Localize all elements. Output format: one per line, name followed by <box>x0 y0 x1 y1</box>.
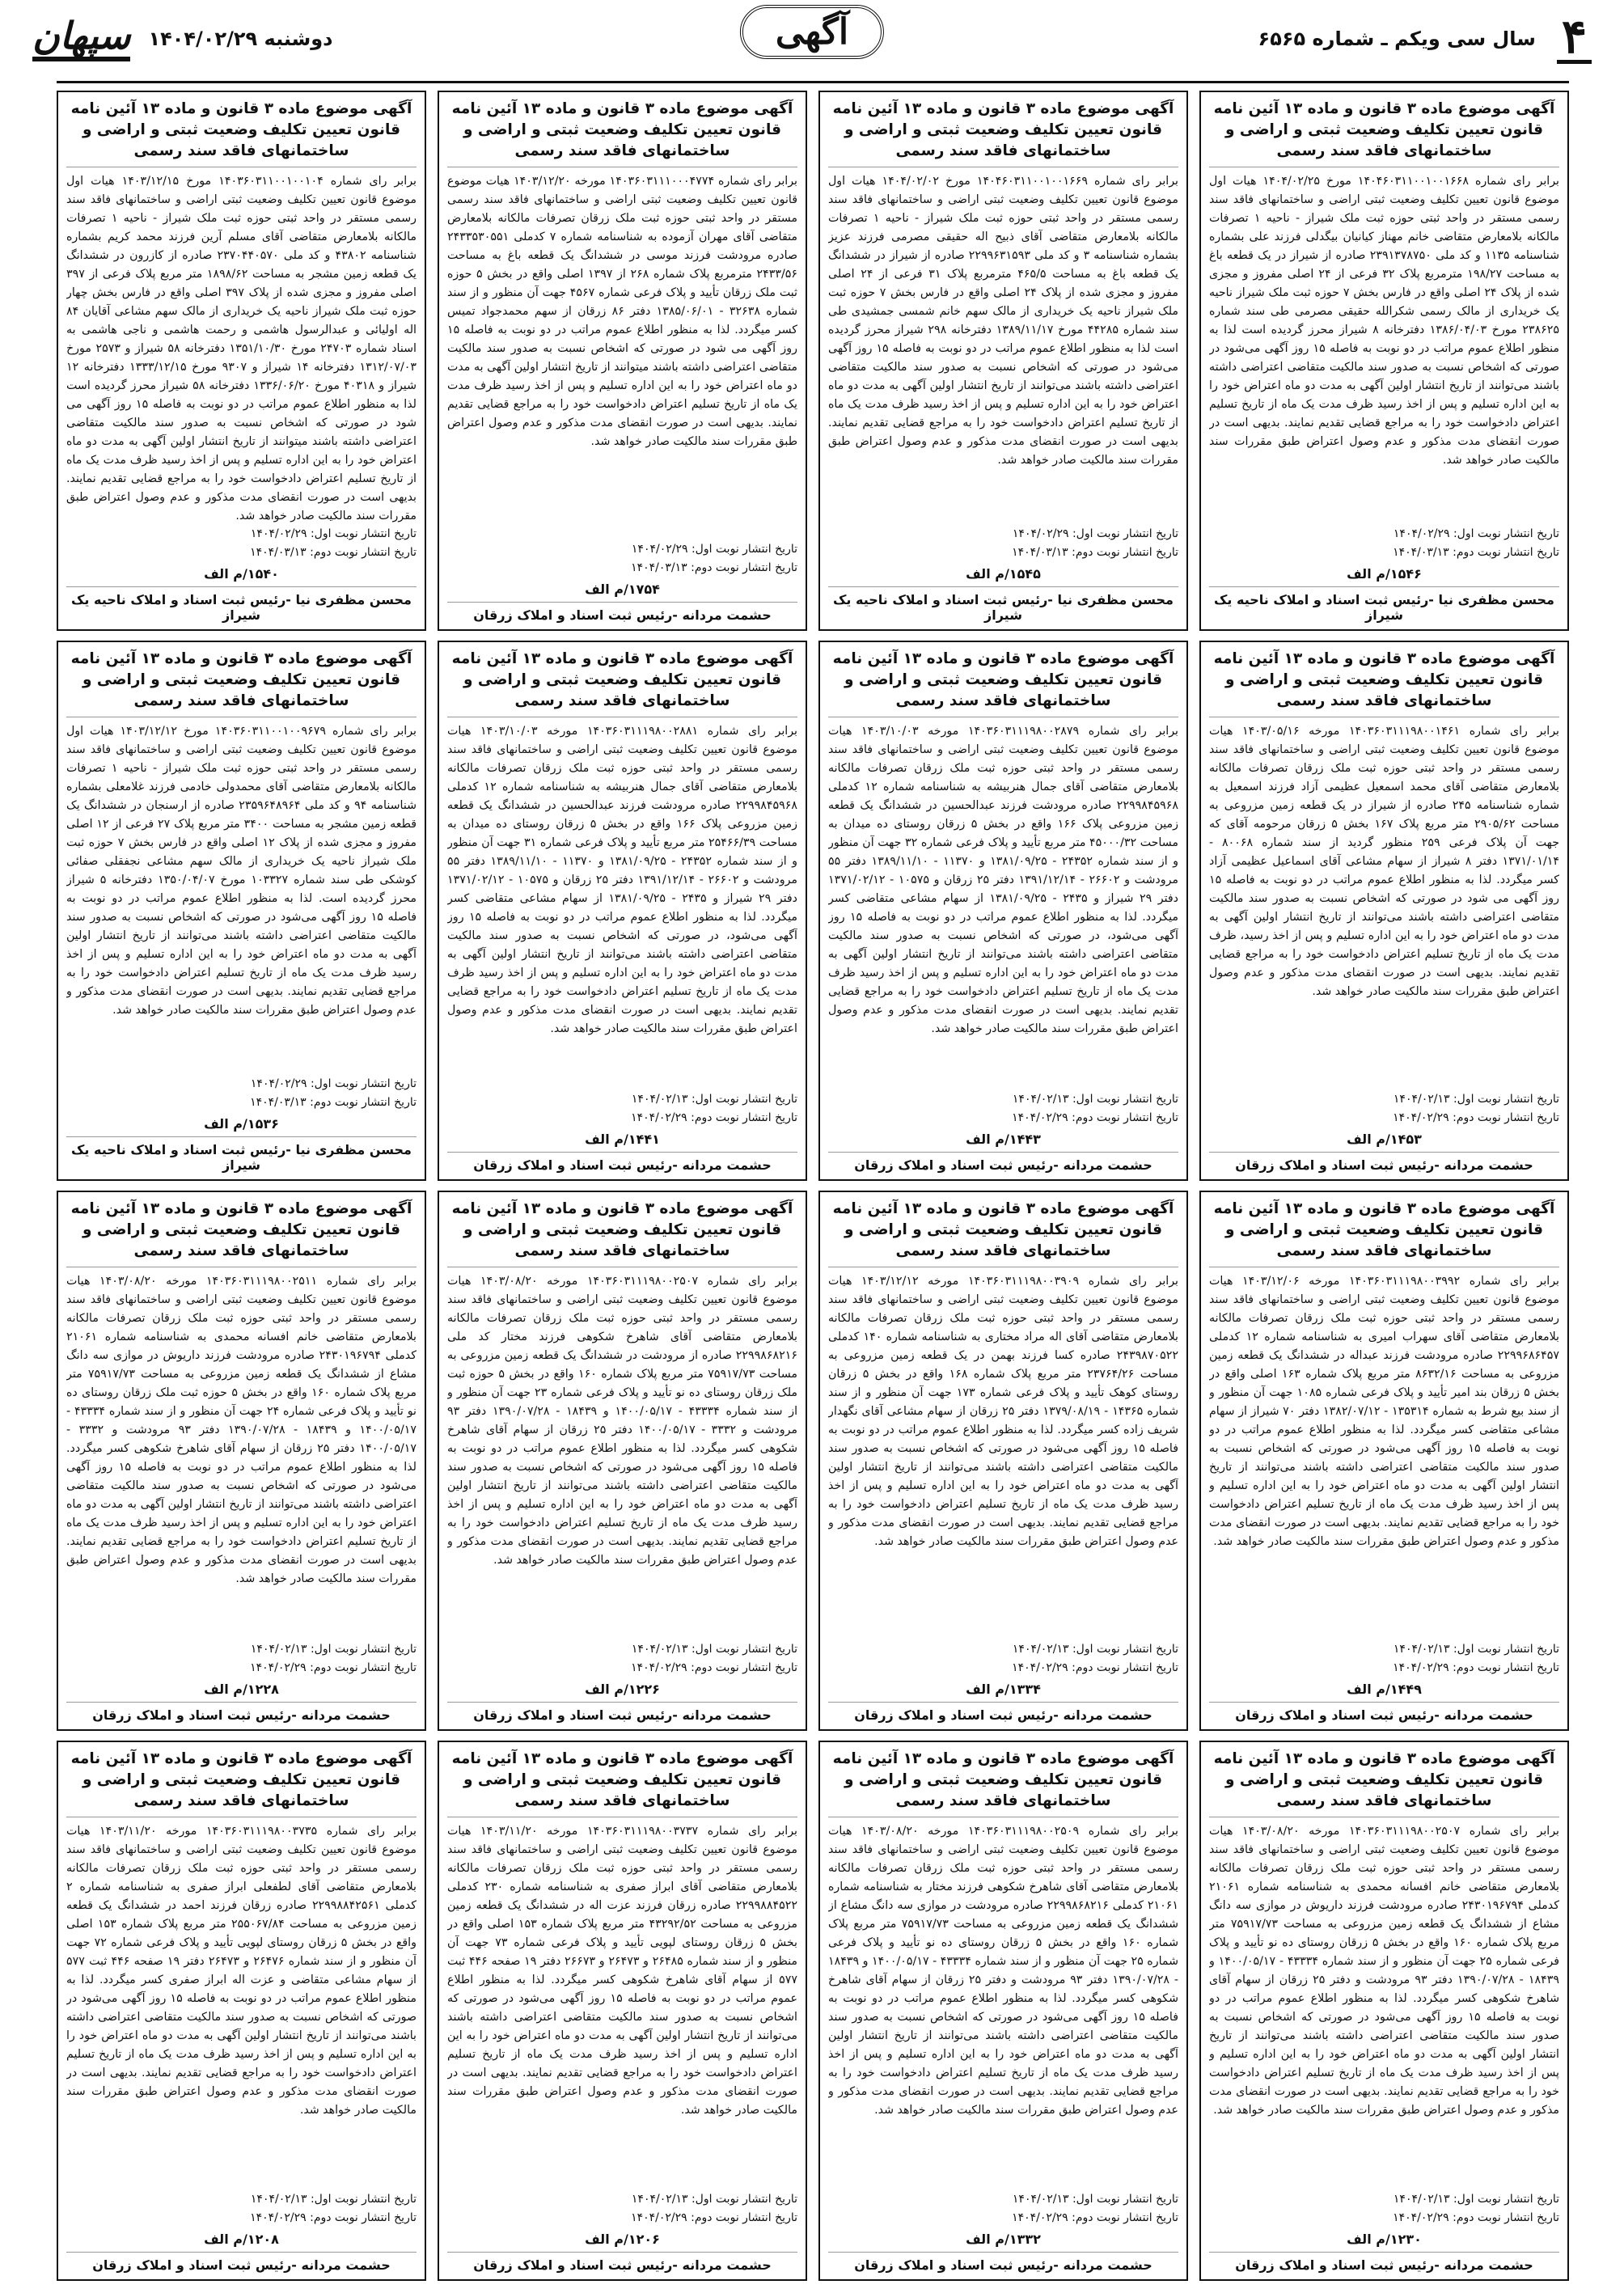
ad-title: آگهی موضوع ماده ۳ قانون و ماده ۱۳ آئین نامه قانون تعیین تکلیف وضعیت ثبتی و اراضی و ساختمانهای فاقد سند رسمی <box>66 99 417 167</box>
ad-signature: حشمت مردانه -رئیس ثبت اسناد و املاک زرقان <box>447 602 797 623</box>
ad-code: ۱۴۴۳/م الف <box>966 1132 1041 1147</box>
ad-title: آگهی موضوع ماده ۳ قانون و ماده ۱۳ آئین نامه قانون تعیین تکلیف وضعیت ثبتی و اراضی و ساختمانهای فاقد سند رسمی <box>447 1199 797 1267</box>
ad-code: ۱۲۲۸/م الف <box>204 1682 279 1697</box>
ads-grid <box>57 91 1569 2281</box>
ad-date-first: تاریخ انتشار نوبت اول: ۱۴۰۴/۰۲/۱۳ <box>1012 1093 1178 1106</box>
section-title: آگهی <box>740 5 884 59</box>
ad-body: برابر رای شماره ۱۴۰۳۶۰۳۱۱۱۹۸۰۰۱۴۶۱ مورخه ۱۴۰۳/۰۵/۱۶ هیات موضوع قانون تعیین تکلیف وضعیت ثبتی اراضی و ساختمانهای فاقد سند رسمی مستقر در واحد ثبتی حوزه ثبت ملک زرقان تصرفات مالکانه بلامعارض متقاضی آقای محمد اسمعیل عظیمی آزاد فرزند اسمعیل به شماره شناسنامه ۲۴۵ صادره از شیراز در یک قطعه زمین مزروعی به مساحت ۲۹۰۵/۶۲ متر مربع پلاک ۱۶۷ بخش ۵ زرقان مرحومه آقای که جهت آن پلاک فرعی ۲۵۹ منظور گردید از سند شماره ۸۰۰۶۸ - ۱۳۷۱/۰۱/۱۴ دفتر ۸ شیراز از سهام مشاعی آقای اسماعیل عظیمی آزاد کسر میگردد. لذا به منظور اطلاع عموم مراتب در دو نوبت به فاصله ۱۵ روز آگهی می شود در صورتی که اشخاص نسبت به صدور سند مالکیت متقاضی اعتراضی داشته باشند می‌توانند از تاریخ انتشار اولین آگهی به مدت دو ماه اعتراض خود را به این اداره تسلیم و پس از اخذ رسید، ظرف مدت یک ماه از تاریخ تسلیم اعتراض دادخواست خود را به مراجع قضایی تقدیم نمایند. بدیهی است در صورت انقضای مدت مذکور و عدم وصول اعتراض طبق مقررات سند مالکیت صادر خواهد شد. <box>1209 724 1559 998</box>
ad-date-second: تاریخ انتشار نوبت دوم: ۱۴۰۴/۰۲/۲۹ <box>1393 2211 1559 2224</box>
ad-body: برابر رای شماره ۱۴۰۳۶۰۳۱۱۰۰۱۰۰۹۶۷۹ مورخ ۱۴۰۳/۱۲/۱۲ هیات اول موضوع قانون تعیین تکلیف وضعیت ثبتی اراضی و ساختمانهای فاقد سند رسمی مستقر در واحد ثبتی حوزه ثبت ملک شیراز - ناحیه ۱ تصرفات مالکانه بلامعارض متقاضی آقای محمدولی خادمی فرزند غلامعلی بشماره شناسنامه ۹۴ و کد ملی ۲۳۵۹۶۴۸۹۶۴ صادره از ارسنجان در ششدانگ یک قطعه زمین مشجر به مساحت ۳۴۰۰ متر مربع پلاک ۲۷ فرعی از ۱۲ اصلی مفروز و مجزی شده از پلاک ۱۲ اصلی واقع در فارس بخش ۷ حوزه ثبت ملک شیراز ناحیه یک خریداری از مالک سهم مشاعی نجفقلی صفائی کوشکی طی سند شماره ۱۰۳۳۲۷ مورخ ۱۳۵۰/۰۴/۰۷ دفترخانه ۵ شیراز محرز گردیده است. لذا به منظور اطلاع عموم مراتب در دو نوبت به فاصله ۱۵ روز آگهی می‌شود در صورتی که اشخاص نسبت به صدور سند مالکیت متقاضی اعتراضی داشته باشند می‌توانند از تاریخ انتشار اولین آگهی به مدت دو ماه اعتراض خود را به این اداره تسلیم و پس از اخذ رسید ظرف مدت یک ماه از تاریخ تسلیم اعتراض دادخواست خود را به مراجع قضایی تقدیم نمایند. بدیهی است در صورت انقضای مدت مذکور و عدم وصول اعتراض طبق مقررات سند مالکیت صادر خواهد شد. <box>66 724 417 1017</box>
ad-body: برابر رای شماره ۱۴۰۳۶۰۳۱۱۱۹۸۰۰۲۵۱۱ مورخه ۱۴۰۳/۰۸/۲۰ هیات موضوع قانون تعیین تکلیف وضعیت ثبتی اراضی و ساختمانهای فاقد سند رسمی مستقر در واحد ثبتی حوزه ثبت ملک زرقان تصرفات مالکانه بلامعارض متقاضی خانم افسانه محمدی به شناسنامه شماره ۲۱۰۶۱ کدملی ۲۴۳۰۱۹۶۷۹۴ صادره مرودشت فرزند داریوش در موازی سه دانگ مشاع از ششدانگ یک قطعه زمین مزروعی به مساحت ۷۵۹۱۷/۷۳ متر مربع پلاک شماره ۱۶۰ واقع در بخش ۵ حوزه ثبت ملک زرقان روستای ده نو تأیید و پلاک فرعی شماره ۲۴ جهت آن منظور و از سند شماره ۴۳۳۳۴ - ۱۴۰۰/۰۵/۱۷ و ۱۸۴۳۹ - ۱۳۹۰/۰۷/۲۸ دفتر ۹۳ مرودشت و ۳۳۳۲ - ۱۴۰۰/۰۵/۱۷ دفتر ۲۵ زرقان از سهام آقای شاهرخ شکوهی کسر میگردد. لذا به منظور اطلاع عموم مراتب در دو نوبت به فاصله ۱۵ روز آگهی می‌شود در صورتی که اشخاص نسبت به صدور سند مالکیت متقاضی اعتراضی داشته باشند می‌توانند از تاریخ انتشار اولین آگهی به مدت دو ماه اعتراض خود را به این اداره تسلیم و پس از اخذ رسید ظرف مدت یک ماه از تاریخ تسلیم اعتراض دادخواست خود را به مراجع قضایی تقدیم نمایند. بدیهی است در صورت انقضای مدت مذکور و عدم وصول اعتراض طبق مقررات سند مالکیت صادر خواهد شد. <box>66 1274 417 1585</box>
ad-box <box>818 1191 1188 1731</box>
ad-signature: محسن مظفری نیا -رئیس ثبت اسناد و املاک ناحیه یک شیراز <box>66 1136 417 1173</box>
ad-date-first: تاریخ انتشار نوبت اول: ۱۴۰۴/۰۲/۱۳ <box>631 1093 797 1106</box>
ad-body: برابر رای شماره ۱۴۰۳۶۰۳۱۱۱۹۸۰۰۳۹۹۲ مورخه ۱۴۰۳/۱۲/۰۶ هیات موضوع قانون تعیین تکلیف وضعیت ثبتی اراضی و ساختمانهای فاقد سند رسمی مستقر در واحد ثبتی حوزه ثبت ملک زرقان تصرفات مالکانه بلامعارض متقاضی آقای سهراب امیری به شناسنامه شماره ۱۲ کدملی ۲۲۹۹۶۸۶۴۵۷ صادره مرودشت فرزند عبداله در ششدانگ یک قطعه زمین مزروعی به مساحت ۸۶۳۲/۱۶ متر مربع پلاک شماره ۱۶۳ اصلی واقع در بخش ۵ زرقان بند امیر تأیید و پلاک فرعی شماره ۱۰۸۵ جهت آن منظور و از سند بیع شرط به شماره ۱۳۵۳۱۴ - ۱۳۸۲/۰۷/۱۲ دفتر ۷۰ شیراز از سهام مشاعی متقاضی کسر میگردد. لذا به منظور اطلاع عموم مراتب در دو نوبت به فاصله ۱۵ روز آگهی می‌شود در صورتی که اشخاص نسبت به صدور سند مالکیت متقاضی اعتراضی داشته باشند می‌توانند از تاریخ انتشار اولین آگهی به مدت دو ماه اعتراض خود را به این اداره تسلیم و پس از اخذ رسید ظرف مدت یک ماه از تاریخ تسلیم اعتراض دادخواست خود را به مراجع قضایی تقدیم نمایند. بدیهی است در صورت انقضای مدت مذکور و عدم وصول اعتراض طبق مقررات سند مالکیت صادر خواهد شد. <box>1209 1274 1559 1548</box>
ad-date-first: تاریخ انتشار نوبت اول: ۱۴۰۴/۰۲/۲۹ <box>1012 527 1178 541</box>
ad-date-second: تاریخ انتشار نوبت دوم: ۱۴۰۴/۰۲/۲۹ <box>1012 1661 1178 1674</box>
ad-code: ۱۵۴۵/م الف <box>966 566 1041 582</box>
ad-title: آگهی موضوع ماده ۳ قانون و ماده ۱۳ آئین نامه قانون تعیین تکلیف وضعیت ثبتی و اراضی و ساختمانهای فاقد سند رسمی <box>1209 99 1559 167</box>
ad-title: آگهی موضوع ماده ۳ قانون و ماده ۱۳ آئین نامه قانون تعیین تکلیف وضعیت ثبتی و اراضی و ساختمانهای فاقد سند رسمی <box>66 1749 417 1817</box>
ad-code: ۱۲۲۶/م الف <box>585 1682 660 1697</box>
ad-body: برابر رای شماره ۱۴۰۴۶۰۳۱۱۰۰۱۰۰۱۶۶۸ مورخ ۱۴۰۴/۰۲/۲۵ هیات اول موضوع قانون تعیین تکلیف وضعیت ثبتی اراضی و ساختمانهای فاقد سند رسمی مستقر در واحد ثبتی حوزه ثبت ملک شیراز - ناحیه ۱ تصرفات مالکانه بلامعارض متقاضی خانم مهناز کیانیان بیگدلی فرزند علی بشماره شناسنامه ۱۱۳۵ و کد ملی ۲۳۹۱۳۷۸۷۵۰ صادره از شیراز در یک قطعه باغ به مساحت ۱۹۸/۲۷ مترمربع پلاک ۳۲ فرعی از ۲۴ اصلی مفروز و مجزی شده از پلاک ۲۴ اصلی واقع در فارس بخش ۷ حوزه ثبت ملک شیراز ناحیه یک خریداری از مالک رسمی شکرالله حقیقی مصرمی طی سند شماره ۲۳۸۶۲۵ مورخ ۱۳۸۶/۰۴/۰۳ دفترخانه ۸ شیراز محرز گردیده است لذا به منظور اطلاع عموم مراتب در دو نوبت به فاصله ۱۵ روز آگهی می‌شود در صورتی که اشخاص نسبت به صدور سند مالکیت متقاضی اعتراضی داشته باشند می‌توانند از تاریخ انتشار اولین آگهی به مدت دو ماه اعتراض خود را به این اداره تسلیم و پس از اخذ رسید ظرف مدت یک ماه از تاریخ تسلیم اعتراض دادخواست خود را به مراجع قضایی تقدیم نمایند. بدیهی است در صورت انقضای مدت مذکور و عدم وصول اعتراض طبق مقررات سند مالکیت صادر خواهد شد. <box>1209 174 1559 467</box>
ad-signature: حشمت مردانه -رئیس ثبت اسناد و املاک زرقان <box>447 1702 797 1723</box>
ad-signature: حشمت مردانه -رئیس ثبت اسناد و املاک زرقان <box>828 2252 1178 2273</box>
ad-body: برابر رای شماره ۱۴۰۳۶۰۳۱۱۱۰۰۰۴۷۷۴ مورخه ۱۴۰۳/۱۲/۲۰ هیات موضوع قانون تعیین تکلیف وضعیت ثبتی اراضی و ساختمانهای فاقد سند رسمی مستقر در واحد ثبتی حوزه ثبت ملک زرقان تصرفات مالکانه بلامعارض متقاضی آقای مهران آزموده به شناسنامه شماره ۷ کدملی ۲۴۳۳۵۳۰۵۵۱ صادره مرودشت فرزند موسی در ششدانگ یک قطعه باغ به مساحت ۲۴۳۳/۵۶ مترمربع پلاک شماره ۲۶۸ از ۱۳۹۷ اصلی واقع در بخش ۵ حوزه ثبت ملک زرقان تأیید و پلاک فرعی شماره ۴۵۶۷ جهت آن منظور و از سند شماره ۳۲۶۳۸ - ۱۳۸۵/۰۶/۰۱ دفتر ۸۶ زرقان از سهم محمدجواد تمیس کسر میگردد. لذا به منظور اطلاع عموم مراتب در دو نوبت به فاصله ۱۵ روز آگهی می شود در صورتی که اشخاص نسبت به صدور سند مالکیت متقاضی اعتراضی داشته باشند میتوانند از تاریخ انتشار اولین آگهی به مدت دو ماه اعتراض خود را به این اداره تسلیم و پس از اخذ رسید ظرف مدت یک ماه از تاریخ تسلیم اعتراض دادخواست خود را به مراجع قضایی تقدیم نمایند. بدیهی است در صورت انقضای مدت مذکور و عدم وصول اعتراض طبق مقررات سند مالکیت صادر خواهد شد. <box>447 174 797 448</box>
ad-signature: حشمت مردانه -رئیس ثبت اسناد و املاک زرقان <box>447 1152 797 1173</box>
ad-box <box>57 91 426 631</box>
ad-date-first: تاریخ انتشار نوبت اول: ۱۴۰۴/۰۲/۲۹ <box>250 1077 417 1091</box>
ad-signature: حشمت مردانه -رئیس ثبت اسناد و املاک زرقان <box>1209 2252 1559 2273</box>
ad-body: برابر رای شماره ۱۴۰۳۶۰۳۱۱۱۹۸۰۰۲۸۸۱ مورخه ۱۴۰۳/۱۰/۰۳ هیات موضوع قانون تعیین تکلیف وضعیت ثبتی اراضی و ساختمانهای فاقد سند رسمی مستقر در واحد ثبتی حوزه ثبت ملک زرقان تصرفات مالکانه بلامعارض متقاضی آقای جمال هنربیشه به شناسنامه شماره ۱۲ کدملی ۲۲۹۹۸۴۵۹۶۸ صادره مرودشت فرزند عبدالحسین در ششدانگ یک قطعه زمین مزروعی پلاک ۱۶۶ واقع در بخش ۵ زرقان روستای ده میدان به مساحت ۲۵۴۶۶/۳۹ متر مربع تأیید و پلاک فرعی شماره ۳۱ جهت آن منظور و از سند شماره ۲۴۳۵۲ - ۱۳۸۱/۰۹/۲۵ و ۱۱۳۷۰ - ۱۳۸۹/۱۱/۱۰ دفتر ۵۵ مرودشت و ۲۶۶۰۲ - ۱۳۹۱/۱۲/۱۴ دفتر ۲۵ زرقان و ۱۰۵۷۵ - ۱۳۷۱/۰۲/۱۲ دفتر ۲۹ شیراز و ۲۴۳۵ - ۱۳۸۱/۰۹/۲۵ از سهام مشاعی متقاضی کسر میگردد. لذا به منظور اطلاع عموم مراتب در دو نوبت به فاصله ۱۵ روز آگهی می‌شود، در صورتی که اشخاص نسبت به صدور سند مالکیت متقاضی اعتراضی داشته باشند می‌توانند از تاریخ انتشار اولین آگهی به مدت دو ماه اعتراض خود را به این اداره تسلیم و پس از اخذ رسید ظرف مدت یک ماه از تاریخ تسلیم اعتراض دادخواست خود را به مراجع قضایی تقدیم نمایند. بدیهی است در صورت انقضای مدت مذکور و عدم وصول اعتراض طبق مقررات سند مالکیت صادر خواهد شد. <box>447 724 797 1035</box>
ad-signature: حشمت مردانه -رئیس ثبت اسناد و املاک زرقان <box>828 1702 1178 1723</box>
ad-title: آگهی موضوع ماده ۳ قانون و ماده ۱۳ آئین نامه قانون تعیین تکلیف وضعیت ثبتی و اراضی و ساختمانهای فاقد سند رسمی <box>828 1749 1178 1817</box>
ad-title: آگهی موضوع ماده ۳ قانون و ماده ۱۳ آئین نامه قانون تعیین تکلیف وضعیت ثبتی و اراضی و ساختمانهای فاقد سند رسمی <box>828 1199 1178 1267</box>
ad-box <box>438 641 807 1181</box>
ad-box <box>1199 1741 1569 2281</box>
ad-signature: حشمت مردانه -رئیس ثبت اسناد و املاک زرقان <box>1209 1702 1559 1723</box>
ad-title: آگهی موضوع ماده ۳ قانون و ماده ۱۳ آئین نامه قانون تعیین تکلیف وضعیت ثبتی و اراضی و ساختمانهای فاقد سند رسمی <box>447 1749 797 1817</box>
issue-info: سال سی ویکم ـ شماره ۶۵۶۵ <box>1258 27 1536 50</box>
ad-signature: حشمت مردانه -رئیس ثبت اسناد و املاک زرقان <box>447 2252 797 2273</box>
ad-signature: محسن مظفری نیا -رئیس ثبت اسناد و املاک ناحیه یک شیراز <box>66 586 417 623</box>
ad-code: ۱۵۳۶/م الف <box>204 1116 279 1132</box>
ad-date-first: تاریخ انتشار نوبت اول: ۱۴۰۴/۰۲/۱۳ <box>1393 1093 1559 1106</box>
ad-title: آگهی موضوع ماده ۳ قانون و ماده ۱۳ آئین نامه قانون تعیین تکلیف وضعیت ثبتی و اراضی و ساختمانهای فاقد سند رسمی <box>1209 1749 1559 1817</box>
ad-box <box>57 641 426 1181</box>
ad-date-second: تاریخ انتشار نوبت دوم: ۱۴۰۴/۰۲/۲۹ <box>631 1111 797 1124</box>
ad-box <box>438 91 807 631</box>
ad-date-first: تاریخ انتشار نوبت اول: ۱۴۰۴/۰۲/۲۹ <box>631 543 797 556</box>
ad-body: برابر رای شماره ۱۴۰۳۶۰۳۱۱۱۹۸۰۰۲۵۰۷ مورخه ۱۴۰۳/۰۸/۲۰ هیات موضوع قانون تعیین تکلیف وضعیت ثبتی اراضی و ساختمانهای فاقد سند رسمی مستقر در واحد ثبتی حوزه ثبت ملک زرقان تصرفات مالکانه بلامعارض متقاضی آقای شاهرخ شکوهی فرزند مختار کد ملی ۲۲۹۹۸۶۸۲۱۶ صادره از مرودشت در ششدانگ یک قطعه زمین مزروعی به مساحت ۷۵۹۱۷/۷۳ متر مربع پلاک شماره ۱۶۰ واقع در بخش ۵ حوزه ثبت ملک زرقان روستای ده نو تأیید و پلاک فرعی شماره ۲۳ جهت آن منظور و از سند شماره ۴۳۳۳۴ - ۱۴۰۰/۰۵/۱۷ و ۱۸۴۳۹ - ۱۳۹۰/۰۷/۲۸ دفتر ۹۳ مرودشت و ۳۳۳۲ - ۱۴۰۰/۰۵/۱۷ دفتر ۲۵ زرقان از سهام آقای شاهرخ شکوهی کسر میگردد. لذا به منظور اطلاع عموم مراتب در دو نوبت به فاصله ۱۵ روز آگهی می‌شود در صورتی که اشخاص نسبت به صدور سند مالکیت متقاضی اعتراضی داشته باشند می‌توانند از تاریخ انتشار اولین آگهی به مدت دو ماه اعتراض خود را به این اداره تسلیم و پس از اخذ رسید ظرف مدت یک ماه از تاریخ تسلیم اعتراض دادخواست خود را به مراجع قضایی تقدیم نمایند. بدیهی است در صورت انقضای مدت مذکور و عدم وصول اعتراض طبق مقررات سند مالکیت صادر خواهد شد. <box>447 1274 797 1567</box>
ad-date-first: تاریخ انتشار نوبت اول: ۱۴۰۴/۰۲/۱۳ <box>1012 1643 1178 1656</box>
ad-body: برابر رای شماره ۱۴۰۳۶۰۳۱۱۱۹۸۰۰۲۵۰۹ مورخه ۱۴۰۳/۰۸/۲۰ هیات موضوع قانون تعیین تکلیف وضعیت ثبتی اراضی و ساختمانهای فاقد سند رسمی مستقر در واحد ثبتی حوزه ثبت ملک زرقان تصرفات مالکانه بلامعارض متقاضی آقای شاهرخ شکوهی فرزند مختار به شناسنامه شماره ۲۱۰۶۱ کدملی ۲۲۹۹۸۶۸۲۱۶ صادره مرودشت در موازی سه دانگ مشاع از ششدانگ یک قطعه زمین مزروعی به مساحت ۷۵۹۱۷/۷۳ متر مربع پلاک شماره ۱۶۰ واقع در بخش ۵ زرقان روستای ده نو تأیید و پلاک فرعی شماره ۲۵ جهت آن منظور و از سند شماره ۴۳۳۳۴ - ۱۴۰۰/۰۵/۱۷ و ۱۸۴۳۹ - ۱۳۹۰/۰۷/۲۸ دفتر ۹۳ مرودشت و دفتر ۲۵ زرقان از سهام آقای شاهرخ شکوهی کسر میگردد. لذا به منظور اطلاع عموم مراتب در دو نوبت به فاصله ۱۵ روز آگهی می‌شود در صورتی که اشخاص نسبت به صدور سند مالکیت متقاضی اعتراضی داشته باشند می‌توانند از تاریخ انتشار اولین آگهی به مدت دو ماه اعتراض خود را به این اداره تسلیم و پس از اخذ رسید ظرف مدت یک ماه از تاریخ تسلیم اعتراض دادخواست خود را به مراجع قضایی تقدیم نمایند. بدیهی است در صورت انقضای مدت مذکور و عدم وصول اعتراض طبق مقررات سند مالکیت صادر خواهد شد. <box>828 1824 1178 2117</box>
ad-date-second: تاریخ انتشار نوبت دوم: ۱۴۰۴/۰۳/۱۳ <box>1393 545 1559 559</box>
ad-date-second: تاریخ انتشار نوبت دوم: ۱۴۰۴/۰۳/۱۳ <box>250 545 417 559</box>
ad-code: ۱۲۳۰/م الف <box>1347 2232 1422 2247</box>
ad-box <box>818 641 1188 1181</box>
ad-body: برابر رای شماره ۱۴۰۳۶۰۳۱۱۱۹۸۰۰۳۷۳۷ مورخه ۱۴۰۳/۱۱/۲۰ هیات موضوع قانون تعیین تکلیف وضعیت ثبتی اراضی و ساختمانهای فاقد سند رسمی مستقر در واحد ثبتی حوزه ثبت ملک زرقان تصرفات مالکانه بلامعارض متقاضی آقای ابراز صفری به شناسنامه شماره ۲۳۰ کدملی ۲۲۹۹۸۸۴۵۲۲ صادره زرقان فرزند عزت اله در ششدانگ یک قطعه زمین مزروعی به مساحت ۴۳۲۹۲/۵۲ متر مربع پلاک شماره ۱۵۳ اصلی واقع در بخش ۵ زرقان روستای لپویی تأیید و پلاک فرعی شماره ۷۳ جهت آن منظور و از سند شماره ۲۶۴۸۵ و ۲۶۴۷۳ و ۲۶۶۷۳ دفتر ۱۹ صفحه ۴۴۶ ثبت ۵۷۷ از سهام آقای شاهرخ شکوهی کسر میگردد. لذا به منظور اطلاع عموم مراتب در دو نوبت به فاصله ۱۵ روز آگهی می‌شود در صورتی که اشخاص نسبت به صدور سند مالکیت متقاضی اعتراضی داشته باشند می‌توانند از تاریخ انتشار اولین آگهی به مدت دو ماه اعتراض خود را به این اداره تسلیم و پس از اخذ رسید ظرف مدت یک ماه از تاریخ تسلیم اعتراض دادخواست خود را به مراجع قضایی تقدیم نمایند. بدیهی است در صورت انقضای مدت مذکور و عدم وصول اعتراض طبق مقررات سند مالکیت صادر خواهد شد. <box>447 1824 797 2117</box>
header-left <box>32 15 333 61</box>
ad-code: ۱۲۰۶/م الف <box>585 2232 660 2247</box>
ad-date-first: تاریخ انتشار نوبت اول: ۱۴۰۴/۰۲/۱۳ <box>1393 2193 1559 2206</box>
ad-body: برابر رای شماره ۱۴۰۳۶۰۳۱۱۰۰۱۰۰۱۰۴ مورخ ۱۴۰۳/۱۲/۱۵ هیات اول موضوع قانون تعیین تکلیف وضعیت ثبتی اراضی و ساختمانهای فاقد سند رسمی مستقر در واحد ثبتی حوزه ثبت ملک شیراز - ناحیه ۱ تصرفات مالکانه بلامعارض متقاضی آقای مسلم آرین فرزند محمد کریم بشماره شناسنامه ۴۳۸۰۲ و کد ملی ۲۳۷۰۴۴۰۵۷۰ صادره از کازرون در ششدانگ یک قطعه زمین مشجر به مساحت ۱۸۹۸/۶۲ متر مربع پلاک فرعی از ۳۹۷ اصلی مفروز و مجزی شده از پلاک ۳۹۷ اصلی واقع در فارس بخش چهار حوزه ثبت ملک شیراز ناحیه یک خریداری از مالک سهم مشاعی آقایان ۸۴ اله اولیائی و عبدالرسول هاشمی و رحمت هاشمی و ناجی هاشمی به اسناد شماره ۲۴۷۰۳ مورخ ۱۳۵۱/۱۰/۳۰ دفترخانه ۵۸ شیراز و ۲۵۷۳ مورخ ۱۳۱۲/۰۷/۰۳ دفترخانه ۱۴ شیراز و ۹۳۰۷ مورخ ۱۳۳۳/۱۲/۱۵ دفترخانه ۱۲ شیراز و ۴۰۳۱۸ مورخ ۱۳۳۶/۰۶/۲۰ دفترخانه ۵۸ شیراز محرز گردیده است لذا به منظور اطلاع عموم مراتب در دو نوبت به فاصله ۱۵ روز آگهی می شود در صورتی که اشخاص نسبت به صدور سند مالکیت متقاضی اعتراضی داشته باشند میتوانند از تاریخ انتشار اولین آگهی به مدت دو ماه اعتراض خود را به این اداره تسلیم و پس از اخذ رسید ظرف مدت یک ماه از تاریخ تسلیم اعتراض دادخواست خود را به مراجع قضایی تقدیم نمایند. بدیهی است در صورت انقضای مدت مذکور و عدم وصول اعتراض طبق مقررات سند مالکیت صادر خواهد شد. <box>66 174 417 522</box>
ad-box <box>438 1741 807 2281</box>
ad-signature: محسن مظفری نیا -رئیس ثبت اسناد و املاک ناحیه یک شیراز <box>1209 586 1559 623</box>
ad-date-first: تاریخ انتشار نوبت اول: ۱۴۰۴/۰۲/۲۹ <box>250 527 417 541</box>
ad-signature: حشمت مردانه -رئیس ثبت اسناد و املاک زرقان <box>828 1152 1178 1173</box>
ad-title: آگهی موضوع ماده ۳ قانون و ماده ۱۳ آئین نامه قانون تعیین تکلیف وضعیت ثبتی و اراضی و ساختمانهای فاقد سند رسمی <box>66 649 417 717</box>
newspaper-logo: سپهان <box>32 15 130 61</box>
ad-title: آگهی موضوع ماده ۳ قانون و ماده ۱۳ آئین نامه قانون تعیین تکلیف وضعیت ثبتی و اراضی و ساختمانهای فاقد سند رسمی <box>447 99 797 167</box>
ad-code: ۱۷۵۴/م الف <box>585 582 660 597</box>
page-number: ۴ <box>1557 13 1592 64</box>
ad-title: آگهی موضوع ماده ۳ قانون و ماده ۱۳ آئین نامه قانون تعیین تکلیف وضعیت ثبتی و اراضی و ساختمانهای فاقد سند رسمی <box>66 1199 417 1267</box>
ad-date-first: تاریخ انتشار نوبت اول: ۱۴۰۴/۰۲/۱۳ <box>250 2193 417 2206</box>
header-right <box>1258 9 1592 64</box>
header-rule <box>57 81 1569 83</box>
ad-body: برابر رای شماره ۱۴۰۳۶۰۳۱۱۱۹۸۰۰۳۷۳۵ مورخه ۱۴۰۳/۱۱/۲۰ هیات موضوع قانون تعیین تکلیف وضعیت ثبتی اراضی و ساختمانهای فاقد سند رسمی مستقر در واحد ثبتی حوزه ثبت ملک زرقان تصرفات مالکانه بلامعارض متقاضی آقای لطفعلی ابراز صفری به شناسنامه شماره ۲ کدملی ۲۲۹۹۸۸۴۲۵۶۱ صادره زرقان فرزند احمد در ششدانگ یک قطعه زمین مزروعی به مساحت ۲۵۵۰۶۷/۸۴ متر مربع پلاک شماره ۱۵۳ اصلی واقع در بخش ۵ زرقان روستای لپویی تأیید و پلاک فرعی شماره ۷۲ جهت آن منظور و از سند شماره ۲۶۴۷۶ و ۲۶۴۷۳ دفتر ۱۹ صفحه ۴۴۶ ثبت ۵۷۷ از سهام مشاعی متقاضی و عزت اله ابراز صفری کسر میگردد. لذا به منظور اطلاع عموم مراتب در دو نوبت به فاصله ۱۵ روز آگهی می‌شود در صورتی که اشخاص نسبت به صدور سند مالکیت متقاضی اعتراضی داشته باشند می‌توانند از تاریخ انتشار اولین آگهی به مدت دو ماه اعتراض خود را به این اداره تسلیم و پس از اخذ رسید ظرف مدت یک ماه از تاریخ تسلیم اعتراض دادخواست خود را به مراجع قضایی تقدیم نمایند. بدیهی است در صورت انقضای مدت مذکور و عدم وصول اعتراض طبق مقررات سند مالکیت صادر خواهد شد. <box>66 1824 417 2117</box>
ad-body: برابر رای شماره ۱۴۰۴۶۰۳۱۱۰۰۱۰۰۱۶۶۹ مورخ ۱۴۰۴/۰۲/۰۲ هیات اول موضوع قانون تعیین تکلیف وضعیت ثبتی اراضی و ساختمانهای فاقد سند رسمی مستقر در واحد ثبتی حوزه ثبت ملک شیراز - ناحیه ۱ تصرفات مالکانه بلامعارض متقاضی آقای ذبیح اله حقیقی مصرمی فرزند عزیز بشماره شناسنامه ۳ و کد ملی ۲۲۹۹۶۳۱۵۹۳ صادره از شیراز در ششدانگ یک قطعه باغ به مساحت ۴۶۵/۵ مترمربع پلاک ۳۱ فرعی از ۲۴ اصلی مفروز و مجزی شده از پلاک ۲۴ اصلی واقع در فارس بخش ۷ حوزه ثبت ملک شیراز ناحیه یک خریداری از مالک سهم خانم شمسی جمشیدی طی سند شماره ۴۴۲۸۵ مورخ ۱۳۸۹/۱۱/۱۷ دفترخانه ۲۹۸ شیراز محرز گردیده است لذا به منظور اطلاع عموم مراتب در دو نوبت به فاصله ۱۵ روز آگهی می‌شود در صورتی که اشخاص نسبت به صدور سند مالکیت متقاضی اعتراضی داشته باشند می‌توانند از تاریخ انتشار اولین آگهی به مدت دو ماه اعتراض خود را به این اداره تسلیم و پس از اخذ رسید ظرف مدت یک ماه از تاریخ تسلیم اعتراض دادخواست خود را به مراجع قضایی تقدیم نمایند. بدیهی است در صورت انقضای مدت مذکور و عدم وصول اعتراض طبق مقررات سند مالکیت صادر خواهد شد. <box>828 174 1178 467</box>
ad-code: ۱۳۳۲/م الف <box>966 2232 1041 2247</box>
ad-body: برابر رای شماره ۱۴۰۳۶۰۳۱۱۱۹۸۰۰۳۹۰۹ مورخه ۱۴۰۳/۱۲/۱۲ هیات موضوع قانون تعیین تکلیف وضعیت ثبتی اراضی و ساختمانهای فاقد سند رسمی مستقر در واحد ثبتی حوزه ثبت ملک زرقان تصرفات مالکانه بلامعارض متقاضی آقای اله مراد مختاری به شناسنامه شماره ۱۴۰ کدملی ۲۴۳۹۸۷۰۵۲۲ صادره کسا فرزند بهمن در یک قطعه زمین مزروعی به مساحت ۲۳۷۶۴/۲۶ متر مربع پلاک شماره ۱۶۸ واقع در بخش ۵ زرقان روستای کوهک تأیید و پلاک فرعی شماره ۱۷۳ جهت آن منظور و از سند شماره ۱۴۳۶۵ - ۱۳۷۹/۰۸/۱۹ دفتر ۲۵ زرقان از سهام مشاعی آقای نگهدار شریف زاده کسر میگردد. لذا به منظور اطلاع عموم مراتب در دو نوبت به فاصله ۱۵ روز آگهی می‌شود در صورتی که اشخاص نسبت به صدور سند مالکیت متقاضی اعتراضی داشته باشند می‌توانند از تاریخ انتشار اولین آگهی به مدت دو ماه اعتراض خود را به این اداره تسلیم و پس از اخذ رسید ظرف مدت یک ماه از تاریخ تسلیم اعتراض دادخواست خود را به مراجع قضایی تقدیم نمایند. بدیهی است در صورت انقضای مدت مذکور و عدم وصول اعتراض طبق مقررات سند مالکیت صادر خواهد شد. <box>828 1274 1178 1548</box>
ad-date-second: تاریخ انتشار نوبت دوم: ۱۴۰۴/۰۲/۲۹ <box>250 2211 417 2224</box>
ad-code: ۱۳۳۴/م الف <box>966 1682 1041 1697</box>
ad-title: آگهی موضوع ماده ۳ قانون و ماده ۱۳ آئین نامه قانون تعیین تکلیف وضعیت ثبتی و اراضی و ساختمانهای فاقد سند رسمی <box>1209 1199 1559 1267</box>
ad-date-second: تاریخ انتشار نوبت دوم: ۱۴۰۴/۰۳/۱۳ <box>250 1095 417 1109</box>
ad-date-first: تاریخ انتشار نوبت اول: ۱۴۰۴/۰۲/۱۳ <box>631 1643 797 1656</box>
ad-date-second: تاریخ انتشار نوبت دوم: ۱۴۰۴/۰۲/۲۹ <box>1393 1661 1559 1674</box>
ad-body: برابر رای شماره ۱۴۰۳۶۰۳۱۱۱۹۸۰۰۲۵۰۷ مورخه ۱۴۰۳/۰۸/۲۰ هیات موضوع قانون تعیین تکلیف وضعیت ثبتی اراضی و ساختمانهای فاقد سند رسمی مستقر در واحد ثبتی حوزه ثبت ملک زرقان تصرفات مالکانه بلامعارض متقاضی خانم افسانه محمدی به شناسنامه شماره ۲۱۰۶۱ کدملی ۲۴۳۰۱۹۶۷۹۴ صادره مرودشت فرزند داریوش در موازی سه دانگ مشاع از ششدانگ یک قطعه زمین مزروعی به مساحت ۷۵۹۱۷/۷۳ متر مربع پلاک شماره ۱۶۰ واقع در بخش ۵ زرقان روستای ده نو تأیید و پلاک فرعی شماره ۲۵ جهت آن منظور و از سند شماره ۴۳۳۳۴ - ۱۴۰۰/۰۵/۱۷ و ۱۸۴۳۹ - ۱۳۹۰/۰۷/۲۸ دفتر ۹۳ مرودشت و دفتر ۲۵ زرقان از سهام آقای شاهرخ شکوهی کسر میگردد. لذا به منظور اطلاع عموم مراتب در دو نوبت به فاصله ۱۵ روز آگهی می‌شود در صورتی که اشخاص نسبت به صدور سند مالکیت متقاضی اعتراضی داشته باشند می‌توانند از تاریخ انتشار اولین آگهی به مدت دو ماه اعتراض خود را به این اداره تسلیم و پس از اخذ رسید ظرف مدت یک ماه از تاریخ تسلیم اعتراض دادخواست خود را به مراجع قضایی تقدیم نمایند. بدیهی است در صورت انقضای مدت مذکور و عدم وصول اعتراض طبق مقررات سند مالکیت صادر خواهد شد. <box>1209 1824 1559 2117</box>
ad-box <box>818 91 1188 631</box>
issue-date: دوشنبه ۱۴۰۴/۰۲/۲۹ <box>148 27 333 50</box>
ad-box <box>1199 641 1569 1181</box>
ad-date-first: تاریخ انتشار نوبت اول: ۱۴۰۴/۰۲/۱۳ <box>631 2193 797 2206</box>
ad-date-second: تاریخ انتشار نوبت دوم: ۱۴۰۴/۰۳/۱۳ <box>1012 545 1178 559</box>
ad-code: ۱۴۴۱/م الف <box>585 1132 660 1147</box>
ad-title: آگهی موضوع ماده ۳ قانون و ماده ۱۳ آئین نامه قانون تعیین تکلیف وضعیت ثبتی و اراضی و ساختمانهای فاقد سند رسمی <box>828 649 1178 717</box>
ad-body: برابر رای شماره ۱۴۰۳۶۰۳۱۱۱۹۸۰۰۲۸۷۹ مورخه ۱۴۰۳/۱۰/۰۳ هیات موضوع قانون تعیین تکلیف وضعیت ثبتی اراضی و ساختمانهای فاقد سند رسمی مستقر در واحد ثبتی حوزه ثبت ملک زرقان تصرفات مالکانه بلامعارض متقاضی آقای جمال هنربیشه به شناسنامه شماره ۱۲ کدملی ۲۲۹۹۸۴۵۹۶۸ صادره مرودشت فرزند عبدالحسین در ششدانگ یک قطعه زمین مزروعی پلاک ۱۶۶ واقع در بخش ۵ زرقان روستای ده میدان به مساحت ۴۵۰۰۰/۳۲ متر مربع تأیید و پلاک فرعی شماره ۳۲ جهت آن منظور و از سند شماره ۲۴۳۵۲ - ۱۳۸۱/۰۹/۲۵ و ۱۱۳۷۰ - ۱۳۸۹/۱۱/۱۰ دفتر ۵۵ مرودشت و ۲۶۶۰۲ - ۱۳۹۱/۱۲/۱۴ دفتر ۲۵ زرقان و ۱۰۵۷۵ - ۱۳۷۱/۰۲/۱۲ دفتر ۲۹ شیراز و ۲۴۳۵ - ۱۳۸۱/۰۹/۲۵ از سهام مشاعی متقاضی کسر میگردد. لذا به منظور اطلاع عموم مراتب در دو نوبت به فاصله ۱۵ روز آگهی می‌شود، در صورتی که اشخاص نسبت به صدور سند مالکیت متقاضی اعتراضی داشته باشند می‌توانند از تاریخ انتشار اولین آگهی به مدت دو ماه اعتراض خود را به این اداره تسلیم و پس از اخذ رسید ظرف مدت یک ماه از تاریخ تسلیم اعتراض دادخواست خود را به مراجع قضایی تقدیم نمایند. بدیهی است در صورت انقضای مدت مذکور و عدم وصول اعتراض طبق مقررات سند مالکیت صادر خواهد شد. <box>828 724 1178 1035</box>
ad-box <box>1199 91 1569 631</box>
ad-box <box>438 1191 807 1731</box>
ad-box <box>57 1191 426 1731</box>
ad-date-first: تاریخ انتشار نوبت اول: ۱۴۰۴/۰۲/۱۳ <box>1393 1643 1559 1656</box>
ad-signature: حشمت مردانه -رئیس ثبت اسناد و املاک زرقان <box>66 2252 417 2273</box>
ad-code: ۱۴۵۳/م الف <box>1347 1132 1422 1147</box>
ad-code: ۱۵۴۰/م الف <box>204 566 279 582</box>
ad-title: آگهی موضوع ماده ۳ قانون و ماده ۱۳ آئین نامه قانون تعیین تکلیف وضعیت ثبتی و اراضی و ساختمانهای فاقد سند رسمی <box>447 649 797 717</box>
ad-box <box>1199 1191 1569 1731</box>
ad-date-first: تاریخ انتشار نوبت اول: ۱۴۰۴/۰۲/۲۹ <box>1393 527 1559 541</box>
ad-code: ۱۴۴۹/م الف <box>1347 1682 1422 1697</box>
ad-signature: حشمت مردانه -رئیس ثبت اسناد و املاک زرقان <box>66 1702 417 1723</box>
ad-date-second: تاریخ انتشار نوبت دوم: ۱۴۰۴/۰۲/۲۹ <box>1012 2211 1178 2224</box>
ad-date-second: تاریخ انتشار نوبت دوم: ۱۴۰۴/۰۲/۲۹ <box>1393 1111 1559 1124</box>
ad-box <box>818 1741 1188 2281</box>
ad-title: آگهی موضوع ماده ۳ قانون و ماده ۱۳ آئین نامه قانون تعیین تکلیف وضعیت ثبتی و اراضی و ساختمانهای فاقد سند رسمی <box>828 99 1178 167</box>
ad-date-second: تاریخ انتشار نوبت دوم: ۱۴۰۴/۰۲/۲۹ <box>631 1661 797 1674</box>
ad-signature: حشمت مردانه -رئیس ثبت اسناد و املاک زرقان <box>1209 1152 1559 1173</box>
ad-code: ۱۲۰۸/م الف <box>204 2232 279 2247</box>
ad-date-second: تاریخ انتشار نوبت دوم: ۱۴۰۴/۰۲/۲۹ <box>631 2211 797 2224</box>
ad-date-second: تاریخ انتشار نوبت دوم: ۱۴۰۴/۰۲/۲۹ <box>250 1661 417 1674</box>
ad-date-second: تاریخ انتشار نوبت دوم: ۱۴۰۴/۰۲/۲۹ <box>1012 1111 1178 1124</box>
ad-box <box>57 1741 426 2281</box>
ad-title: آگهی موضوع ماده ۳ قانون و ماده ۱۳ آئین نامه قانون تعیین تکلیف وضعیت ثبتی و اراضی و ساختمانهای فاقد سند رسمی <box>1209 649 1559 717</box>
ad-date-first: تاریخ انتشار نوبت اول: ۱۴۰۴/۰۲/۱۳ <box>250 1643 417 1656</box>
ad-date-first: تاریخ انتشار نوبت اول: ۱۴۰۴/۰۲/۱۳ <box>1012 2193 1178 2206</box>
ad-date-second: تاریخ انتشار نوبت دوم: ۱۴۰۴/۰۳/۱۳ <box>631 561 797 574</box>
ad-code: ۱۵۴۶/م الف <box>1347 566 1422 582</box>
page-header <box>0 0 1624 77</box>
ad-signature: محسن مظفری نیا -رئیس ثبت اسناد و املاک ناحیه یک شیراز <box>828 586 1178 623</box>
